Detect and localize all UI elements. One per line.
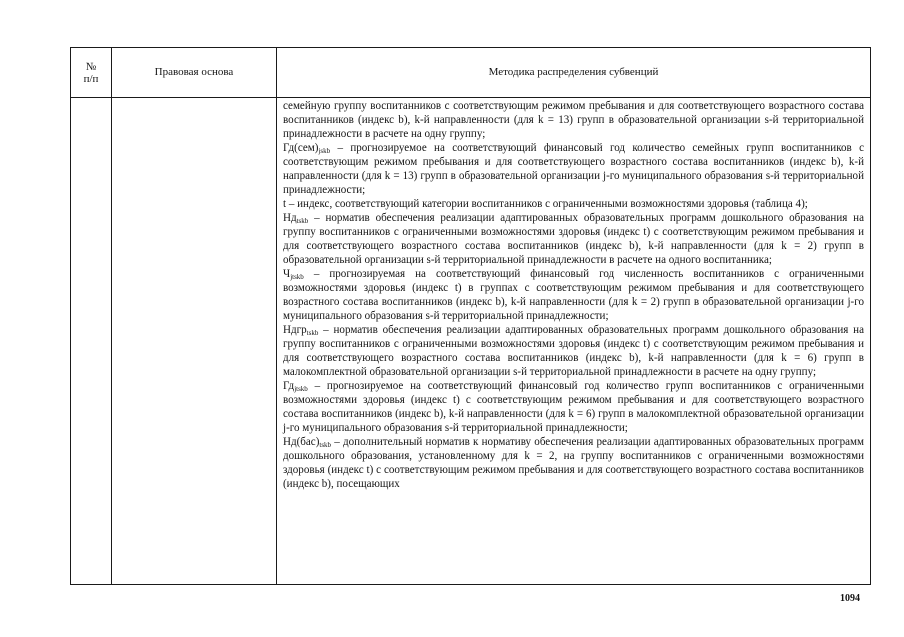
variable-subscript: tskb [319, 441, 332, 449]
table-row [71, 98, 871, 585]
paragraph: семейную группу воспитанников с соответствующим режимом пребывания и для соответствующего возрастного состава воспитанников (индекс b), k-й направленности (для k = 13) групп в образовательной организации s-й территориальной принадлежности в расчете на одну группу; [283, 100, 864, 140]
variable-subscript: jskb [318, 147, 331, 155]
paragraph: t – индекс, соответствующий категории воспитанников с ограниченными возможностями здоровья (таблица 4); [283, 198, 808, 210]
page-number: 1094 [840, 593, 860, 604]
cell-legal-basis [112, 98, 277, 585]
header-methodology: Методика распределения субвенций [277, 48, 871, 98]
header-legal-basis: Правовая основа [112, 48, 277, 98]
header-number-abbr: п/п [83, 72, 99, 85]
variable-symbol: Ндгр [283, 324, 307, 336]
header-number-symbol: № [85, 60, 97, 73]
paragraph: Ндгр$_{tskb}$ – норматив обеспечения реализации адаптированных образовательных программ дошкольного образования на группу воспитанников с ограниченными возможностями здоровья (индекс t) с соответствующим режимом пребывания и для соответствующего возрастного состава воспитанников (индекс b), k-й направленности (для k = 6) групп в малокомплектной образовательной организации s-й территориальной принадлежности в расчете на одну группу; [283, 324, 864, 378]
variable-subscript: jtskb [294, 385, 308, 393]
paragraph: $Нд(бас)_{tskb}$ – дополнительный норматив к нормативу обеспечения реализации адаптированных образовательных программ дошкольного образования, установленному для k = 2, на группу воспитанников с ограниченными возможностями здоровья (индекс t) с соответствующим режимом пребывания и для соответствующего возрастного состава воспитанников (индекс b), посещающих [283, 436, 864, 490]
paragraph: $Гд(сем)_{jskb}$ – прогнозируемое на соответствующий финансовый год количество семейных групп воспитанников с соответствующим режимом пребывания и для соответствующего возрастного состава воспитанников (индекс b), k-й направленности (для k = 13) групп в образовательной организации j-го муниципального образования s-й территориальной принадлежности; [283, 142, 864, 196]
cell-number [71, 98, 112, 585]
variable-symbol: Нд [283, 212, 297, 224]
variable-subscript: tskb [306, 329, 319, 337]
methodology-table [70, 47, 871, 585]
variable-symbol: Гд(сем) [283, 142, 319, 154]
header-number [71, 48, 112, 98]
cell-methodology [277, 98, 871, 585]
table-header-row [71, 48, 871, 98]
paragraph: $Гд_{jtskb}$ – прогнозируемое на соответствующий финансовый год количество групп воспитанников с ограниченными возможностями здоровья (индекс t) с соответствующим режимом пребывания и для соответствующего возрастного состава воспитанников (индекс b), k-й направленности (для k = 6) групп в малокомплектной образовательной организации j-го муниципального образования s-й территориальной принадлежности; [283, 380, 864, 434]
methodology-text [277, 98, 870, 491]
paragraph: $Нд_{tskb}$ – норматив обеспечения реализации адаптированных образовательных программ дошкольного образования на группу воспитанников с ограниченными возможностями здоровья (индекс t) с соответствующим режимом пребывания и для соответствующего возрастного состава воспитанников (индекс b), k-й направленности (для k = 2) групп в образовательной организации s-й территориальной принадлежности в расчете на одного воспитанника; [283, 212, 864, 266]
paragraph: $Ч_{jtskb}$ – прогнозируемая на соответствующий финансовый год численность воспитанников с ограниченными возможностями здоровья (индекс t) в группах с соответствующим режимом пребывания и для соответствующего возрастного состава воспитанников (индекс b), k-й направленности (для k = 2) групп в образовательной организации j-го муниципального образования s-й территориальной принадлежности; [283, 268, 864, 322]
variable-symbol: Гд [283, 380, 295, 392]
variable-symbol: Нд(бас) [283, 436, 320, 448]
variable-symbol: Ч [283, 268, 291, 280]
variable-subscript: jtskb [290, 273, 304, 281]
variable-subscript: tskb [296, 217, 309, 225]
